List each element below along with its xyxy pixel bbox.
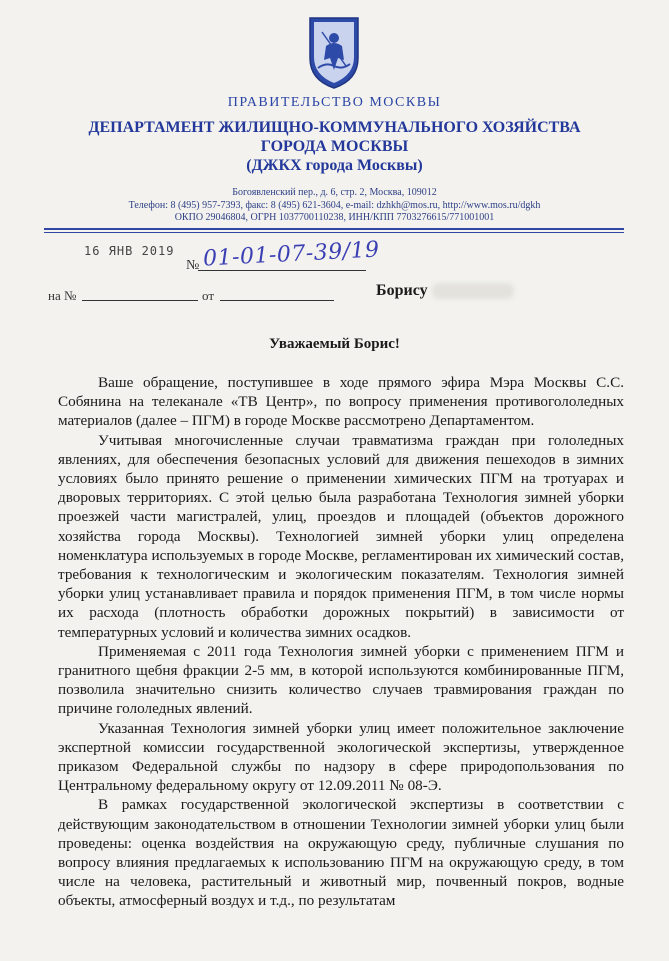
redacted-surname bbox=[432, 283, 514, 299]
department-line-1: ДЕПАРТАМЕНТ ЖИЛИЩНО-КОММУНАЛЬНОГО ХОЗЯЙСТВА bbox=[88, 119, 581, 136]
reference-date-line bbox=[220, 300, 334, 301]
reference-ot-row bbox=[202, 288, 214, 304]
number-sign: № bbox=[186, 258, 200, 273]
address-line: Богоявленский пер., д. 6, стр. 2, Москва, 109012 bbox=[232, 187, 437, 198]
reference-na-label: на № bbox=[48, 288, 77, 303]
moscow-coat-of-arms-icon bbox=[304, 14, 364, 90]
reference-number-line bbox=[82, 300, 198, 301]
government-title: ПРАВИТЕЛЬСТВО МОСКВЫ bbox=[227, 95, 442, 110]
department-short: (ДЖКХ города Москвы) bbox=[246, 157, 423, 174]
paragraph-2: Учитывая многочисленные случаи травматизма граждан при гололедных явлениях, для обеспечения безопасных условий для движения пешеходов в зимних условиях было принято решение о применении химических ПГМ на тротуарах и дворовых территориях. С этой целью была разработана Технология зимней уборки проезжей части магистралей, улиц, проездов и площадей (объектов дорожного хозяйства города Москвы). Технологией зимней уборки улиц определена номенклатура используемых в городе Москве, регламентирован их химический состав, требования к технологическим и экологическим показателям. Технология зимней уборки улиц устанавливает правила и порядок применения ПГМ, в том числе нормы их расхода (плотность обработки дорожных покрытий) в зависимости от температурных условий и количества зимних осадков. bbox=[58, 431, 624, 641]
paragraph-4: Указанная Технология зимней уборки улиц имеет положительное заключение экспертной комиссии государственной экологической экспертизы, утвержденное приказом Федеральной службы по надзору в сфере природопользования по Центральному федеральному округу от 12.09.2011 № 08-Э. bbox=[58, 719, 624, 795]
header-divider-thick bbox=[44, 228, 624, 230]
contacts-line: Телефон: 8 (495) 957-7393, факс: 8 (495) 621-3604, e-mail: dzhkh@mos.ru, http://www.mos.ru/dgkh bbox=[128, 199, 541, 211]
addressee-name: Борису bbox=[376, 282, 428, 299]
reference-row bbox=[48, 288, 76, 304]
paragraph-1: Ваше обращение, поступившее в ходе прямого эфира Мэра Москвы С.С. Собянина на телеканале «ТВ Центр», по вопросу применения противогололедных материалов (далее – ПГМ) в городе Москве рассмотрено Департаментом. bbox=[58, 374, 624, 430]
paragraph-5: В рамках государственной экологической экспертизы в соответствии с действующим законодательством в отношении Технологии зимней уборки улиц были проведены: оценка воздействия на окружающую среду, публичные слушания по вопросу влияния предлагаемых к использованию ПГМ на окружающую среду, в том числе на человека, растительный и животный мир, почвенный покров, водные объекты, атмосферный воздух и т.д., по результатам bbox=[58, 796, 624, 910]
department-contacts bbox=[40, 187, 629, 225]
letter-body bbox=[58, 373, 624, 911]
registry-line: ОКПО 29046804, ОГРН 1037700110238, ИНН/КПП 7703276615/771001001 bbox=[174, 212, 495, 223]
date-stamp: 16 ЯНВ 2019 bbox=[84, 244, 175, 258]
reference-ot-label: от bbox=[202, 288, 215, 303]
salutation: Уважаемый Борис! bbox=[269, 336, 400, 352]
paragraph-3: Применяемая с 2011 года Технология зимней уборки с применением ПГМ и гранитного щебня фракции 2-5 мм, в которой используются комбинированные ПГМ, позволила значительно снизить количество случаев травмирования граждан по причине гололедных явлений. bbox=[58, 642, 624, 718]
header-divider-thin bbox=[44, 232, 624, 233]
department-line-2: ГОРОДА МОСКВЫ bbox=[260, 138, 409, 155]
department-name bbox=[60, 118, 609, 175]
registration-number-handwritten: 01-01-07-39/19 bbox=[202, 237, 381, 272]
